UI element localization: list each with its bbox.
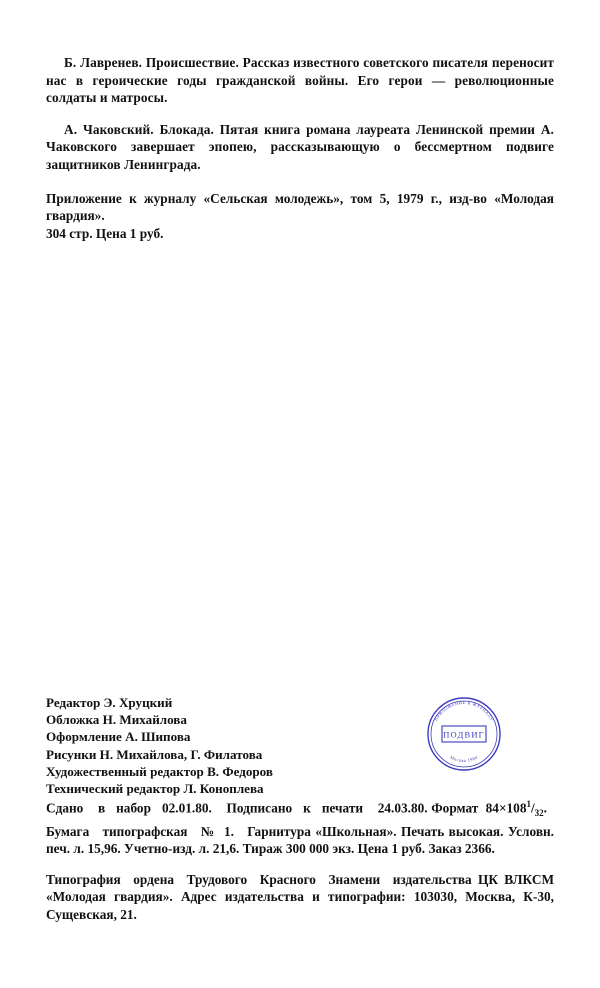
production-text-a: Сдано в набор 02.01.80. Подписано к печати 24.03.80. Формат 84×108 (46, 800, 527, 816)
annotations-block (46, 54, 554, 242)
annotation-text: Происшествие. Рассказ известного советского писателя переносит нас в героические годы гражданской войны. Его герои — революционные солдаты и матросы. (46, 55, 554, 106)
annotation-author: А. Чаковский. (64, 121, 154, 137)
credit-line: Технический редактор Л. Коноплева (46, 781, 264, 797)
production-line-printer (46, 871, 554, 924)
imprint-series-text: Приложение к журналу «Сельская молодежь», том 5, 1979 г., изд-во «Молодая гвардия». (46, 190, 554, 224)
production-details (46, 796, 554, 924)
stamp-icon (418, 688, 510, 780)
stamp-bottom-text: Москва 1980 (449, 754, 479, 764)
annotation-item (46, 54, 554, 107)
production-line-technical (46, 796, 554, 858)
imprint-note (46, 190, 554, 243)
credit-line: Художественный редактор В. Федоров (46, 763, 273, 779)
imprint-note-line (46, 190, 554, 225)
credit-line: Оформление А. Шипова (46, 729, 191, 745)
annotation-author: Б. Лавренев. (64, 55, 143, 70)
publisher-stamp (418, 688, 510, 780)
printer-text: Типография ордена Трудового Красного Знамени издательства ЦК ВЛКСМ «Молодая гвардия». Адрес издательства и типографии: 103030, Москва, К-30, Сущевская, 21. (46, 871, 554, 923)
annotation-item (46, 121, 554, 174)
annotation-text: Блокада. Пятая книга романа лауреата Ленинской премии А. Чаковского завершает эпопею, рассказывающую о бессмертном подвиге защитников Ленинграда. (46, 121, 554, 172)
stamp-center-text: ПОДВИГ (443, 729, 485, 740)
production-text-b: . Бумага типографская № 1. Гарнитура «Школьная». Печать высокая. Условн. печ. л. 15,96. Учетно-изд. л. 21,6. Тираж 300 000 экз. Цена 1 руб. Заказ 2366. (46, 800, 554, 857)
format-fraction: $^1/_{32}$ (526, 799, 544, 819)
credit-line: Рисунки Н. Михайлова, Г. Филатова (46, 746, 263, 762)
colophon-credits (46, 694, 376, 797)
imprint-pages-price: 304 стр. Цена 1 руб. (46, 225, 164, 241)
stamp-top-text: ПРИЛОЖЕНИЕ К ЖУРНАЛУ (433, 699, 495, 722)
credit-line: Обложка Н. Михайлова (46, 712, 187, 728)
imprint-note-line (46, 225, 554, 243)
credit-line: Редактор Э. Хруцкий (46, 695, 173, 710)
